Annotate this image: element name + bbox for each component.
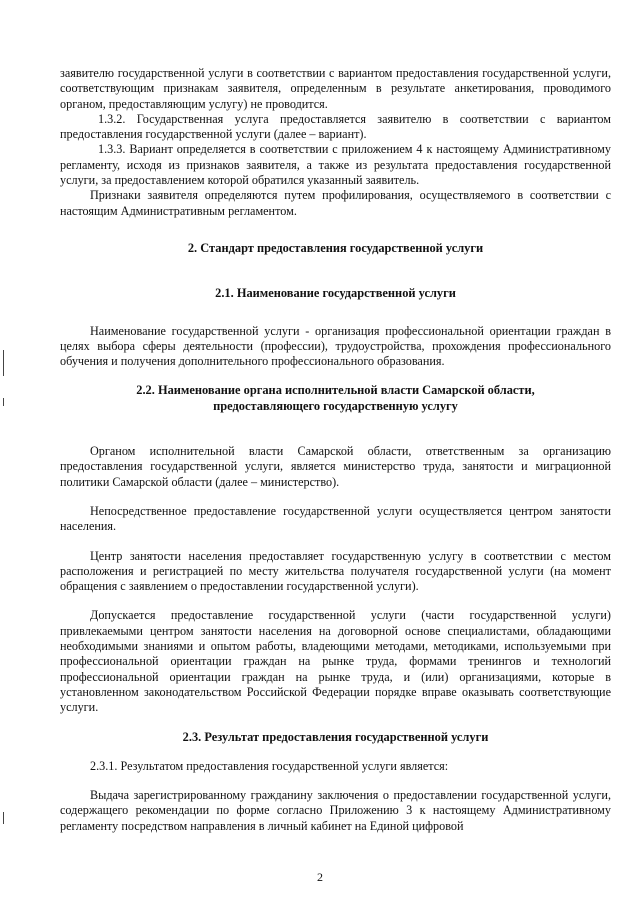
subsection-heading: предоставляющего государственную услугу <box>213 398 458 413</box>
margin-mark <box>3 398 4 406</box>
subsection-heading: 2.2. Наименование органа исполнительной власти Самарской области, <box>136 383 535 398</box>
paragraph: 2.3.1. Результатом предоставления государственной услуги является: <box>90 758 449 773</box>
subsection-heading: 2.3. Результат предоставления государственной услуги <box>182 729 489 744</box>
document-page <box>60 66 611 834</box>
subsection-heading: 2.1. Наименование государственной услуги <box>215 286 456 301</box>
paragraph: Центр занятости населения предоставляет государственную услугу в соответствии с местом расположения и регистрацией по месту жительства получателя государственной услуги (на момент обращения с заявлением о предоставлении государственной услуги). <box>60 548 611 594</box>
section-heading: 2. Стандарт предоставления государственной услуги <box>187 240 484 255</box>
paragraph: Органом исполнительной власти Самарской области, ответственным за организацию предоставления государственной услуги, является министерство труда, занятости и миграционной политики Самарской области (далее – министерство). <box>60 444 611 489</box>
paragraph: Непосредственное предоставление государственной услуги осуществляется центром занятости населения. <box>60 503 611 534</box>
paragraph: Допускается предоставление государственной услуги (части государственной услуги) привлекаемыми центром занятости населения на договорной основе специалистами, обладающими необходимыми знаниями и опытом работы, владеющими методами, методиками, используемыми при профессиональной ориентации граждан на рынке труда, формами тренингов и технологий профессиональной ориентации граждан на рынке труда, и (или) организациями, которые в установленном законодательством Российской Федерации порядке вправе оказывать соответствующие услуги. <box>60 608 611 715</box>
paragraph: Признаки заявителя определяются путем профилирования, осуществляемого в соответствии с настоящим Административным регламентом. <box>60 188 611 218</box>
paragraph: 1.3.3. Вариант определяется в соответствии с приложением 4 к настоящему Административному регламенту, исходя из признаков заявителя, а также из результата предоставления государственной услуги, за предоставлением которой обратился указанный заявитель. <box>60 142 611 188</box>
paragraph: заявителю государственной услуги в соответствии с вариантом предоставления государственной услуги, соответствующим признакам заявителя, определенным в результате анкетирования, проводимого органом, предоставляющим услугу) не проводится. <box>60 66 611 111</box>
margin-mark <box>3 350 4 376</box>
page-number: 2 <box>317 870 323 884</box>
paragraph: Выдача зарегистрированному гражданину заключения о предоставлении государственной услуги, содержащего рекомендации по форме согласно Приложению 3 к настоящему Административному регламенту посредством направления в личный кабинет на Единой цифровой <box>60 788 611 833</box>
paragraph: 1.3.2. Государственная услуга предоставляется заявителю в соответствии с вариантом предоставления государственной услуги (далее – вариант). <box>60 111 611 142</box>
paragraph: Наименование государственной услуги - организация профессиональной ориентации граждан в целях выбора сферы деятельности (профессии), трудоустройства, прохождения профессионального обучения и получения дополнительного профессионального образования. <box>60 323 611 369</box>
margin-mark <box>3 812 4 824</box>
